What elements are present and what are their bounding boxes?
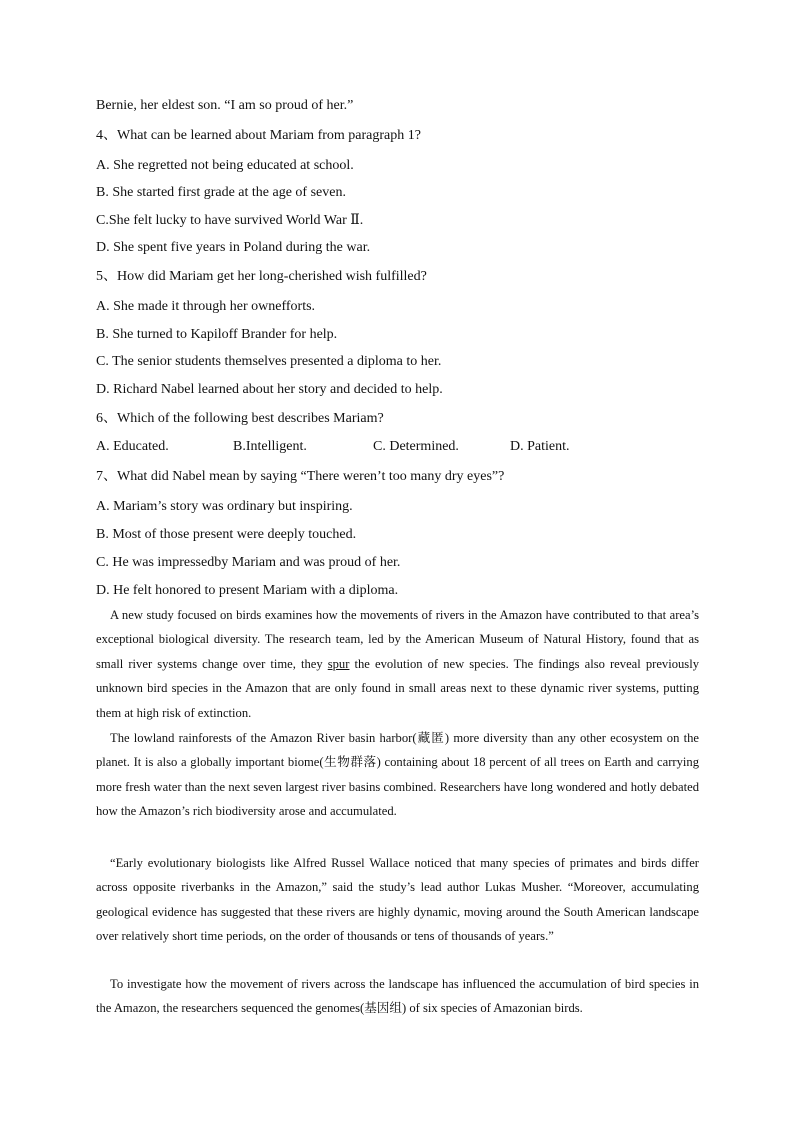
question-5-option-b: B. She turned to Kapiloff Brander for help. [96, 327, 338, 342]
question-4-option-d: D. She spent five years in Poland during the war. [96, 240, 371, 255]
passage-p1-text-before: A new study focused on birds examines how the movements of rivers in the Amazon have contributed to that area’s exceptional biological diversity. The research team, led by the American Museum of Natural History, found that as small river systems change over time, they [96, 608, 699, 671]
question-5-option-c: C. The senior students themselves presented a diploma to her. [96, 354, 442, 369]
question-5-option-a: A. She made it through her ownefforts. [96, 299, 316, 314]
underlined-word-spur: spur [327, 656, 350, 671]
question-6-stem: 6、Which of the following best describes Mariam? [96, 411, 384, 426]
question-7-option-c: C. He was impressedby Mariam and was proud of her. [96, 555, 401, 570]
question-6-option-d: D. Patient. [510, 439, 570, 454]
question-6-option-a: A. Educated. [96, 439, 169, 454]
continuation-text: Bernie, her eldest son. “I am so proud of her.” [96, 98, 354, 113]
passage-p1-text-after: the evolution of new species. The findings also reveal previously unknown bird species in the Amazon that are only found in small areas next to these dynamic river systems, putting them at high risk of extinction. [96, 656, 699, 720]
question-7-stem: 7、What did Nabel mean by saying “There weren’t too many dry eyes”? [96, 469, 505, 484]
question-4-option-b: B. She started first grade at the age of seven. [96, 185, 346, 200]
passage-paragraph-3: “Early evolutionary biologists like Alfred Russel Wallace noticed that many species of primates and birds differ across opposite riverbanks in the Amazon,” said the study’s lead author Lukas Musher. “Moreover, accumulating geological evidence has suggested that these rivers are highly dynamic, moving around the South American landscape over relatively short time periods, on the order of thousands or tens of thousands of years.” [96, 856, 699, 944]
question-7-option-a: A. Mariam’s story was ordinary but inspiring. [96, 499, 353, 514]
question-4-option-a: A. She regretted not being educated at school. [96, 158, 354, 173]
passage-paragraph-2: The lowland rainforests of the Amazon River basin harbor(藏匿) more diversity than any other ecosystem on the planet. It is also a globally important biome(生物群落) containing about 18 percent of all trees on Earth and carrying more fresh water than the next seven largest river basins combined. Researchers have long wondered and hotly debated how the Amazon’s rich biodiversity arose and accumulated. [96, 731, 699, 819]
question-6-options [96, 438, 656, 456]
question-5-stem: 5、How did Mariam get her long-cherished wish fulfilled? [96, 269, 427, 284]
question-7-option-b: B. Most of those present were deeply touched. [96, 527, 357, 542]
question-4-option-c: C.She felt lucky to have survived World War Ⅱ. [96, 213, 364, 228]
question-4-stem: 4、What can be learned about Mariam from paragraph 1? [96, 128, 421, 143]
question-6-option-c: C. Determined. [373, 439, 459, 454]
question-5-option-d: D. Richard Nabel learned about her story and decided to help. [96, 382, 443, 397]
passage-paragraph-4: To investigate how the movement of rivers across the landscape has influenced the accumulation of bird species in the Amazon, the researchers sequenced the genomes(基因组) of six species of Amazonian birds. [96, 977, 699, 1016]
question-7-option-d: D. He felt honored to present Mariam with a diploma. [96, 583, 399, 598]
question-6-option-b: B.Intelligent. [233, 439, 307, 454]
passage-paragraph-1 [96, 603, 699, 725]
